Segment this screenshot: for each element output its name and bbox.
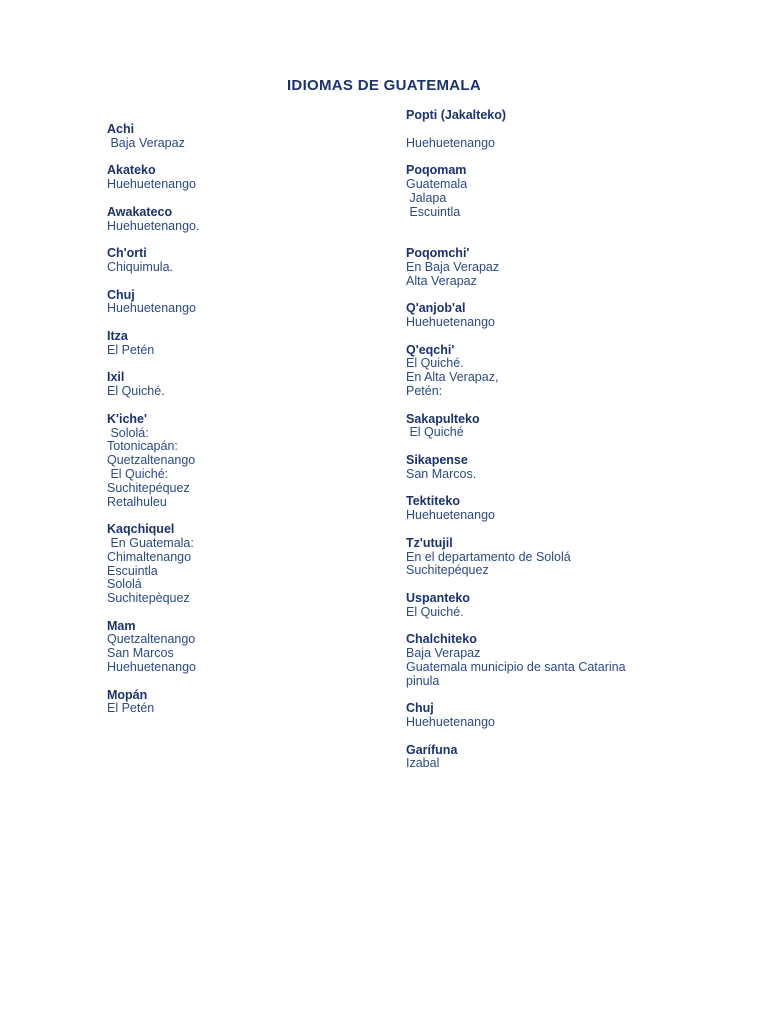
language-entry [107, 620, 367, 675]
language-entry [107, 330, 367, 358]
language-entry [107, 523, 367, 606]
language-entry [107, 689, 367, 717]
language-region: Baja Verapaz [107, 135, 185, 150]
language-region: pinula [406, 673, 440, 688]
language-region: San Marcos. [406, 466, 477, 481]
language-entry [406, 454, 706, 482]
language-region: Suchitepèquez [107, 591, 190, 606]
language-entry [406, 302, 706, 330]
language-name: Chuj [406, 701, 434, 716]
language-region: Totonicapán: [107, 439, 178, 454]
language-region: Huehuetenango. [107, 218, 200, 233]
language-entry [406, 537, 706, 578]
language-entry [406, 633, 706, 688]
language-region: En el departamento de Sololá [406, 549, 571, 564]
language-name: Chuj [107, 287, 135, 302]
language-region: Baja Verapaz [406, 646, 481, 661]
language-region: En Baja Verapaz [406, 259, 500, 274]
language-name: Mopán [107, 687, 148, 702]
language-region: Huehuetenango [406, 135, 495, 150]
language-name: Mam [107, 618, 136, 633]
language-region: Alta Verapaz [406, 273, 477, 288]
language-region: Huehuetenango [107, 301, 196, 316]
language-entry [107, 247, 367, 275]
language-region: En Alta Verapaz, [406, 370, 499, 385]
language-region: Chiquimula. [107, 259, 174, 274]
language-name: Garífuna [406, 742, 458, 757]
language-region: El Quiché: [107, 466, 169, 481]
language-name: Sakapulteko [406, 411, 480, 426]
language-name: Kaqchiquel [107, 522, 175, 537]
language-entry [406, 413, 706, 441]
language-region: Huehuetenango [107, 660, 196, 675]
language-name: Akateko [107, 163, 156, 178]
language-region: Escuintla [406, 204, 461, 219]
language-region: Retalhuleu [107, 494, 167, 509]
language-region: Suchitepéquez [107, 480, 190, 495]
language-name: Ixil [107, 370, 125, 385]
language-region: Quetzaltenango [107, 632, 196, 647]
language-region: San Marcos [107, 646, 174, 661]
left-language-column [107, 123, 367, 730]
language-region: Guatemala [406, 176, 468, 191]
language-region [406, 219, 706, 233]
language-entry [406, 592, 706, 620]
language-name: Chalchiteko [406, 632, 477, 647]
language-region: Escuintla [107, 563, 158, 578]
language-region [406, 123, 706, 137]
language-name: Q'anjob'al [406, 301, 466, 316]
language-entry [406, 164, 706, 233]
language-name: Tektiteko [406, 494, 460, 509]
language-name: Itza [107, 328, 128, 343]
language-name: Uspanteko [406, 590, 470, 605]
language-region: Petén: [406, 383, 443, 398]
language-name: Ch'orti [107, 246, 147, 261]
language-region: Huehuetenango [406, 314, 495, 329]
language-name: Sikapense [406, 452, 468, 467]
language-region: En Guatemala: [107, 535, 194, 550]
language-name: Tz'utujil [406, 535, 453, 550]
language-region: El Quiché. [406, 604, 464, 619]
language-region: El Quiché. [107, 384, 165, 399]
language-entry [107, 371, 367, 399]
language-region: Guatemala municipio de santa Catarina [406, 659, 626, 674]
language-entry [406, 109, 706, 150]
language-entry [406, 344, 706, 399]
language-entry [107, 164, 367, 192]
language-region: Huehuetenango [406, 508, 495, 523]
language-entry [406, 247, 706, 288]
language-region: Izabal [406, 756, 440, 771]
language-entry [406, 744, 706, 772]
language-region: El Quiché. [406, 356, 464, 371]
page-title: IDIOMAS DE GUATEMALA [286, 77, 482, 94]
language-entry [107, 289, 367, 317]
language-name: Q'eqchi' [406, 342, 455, 357]
language-region: Jalapa [406, 190, 447, 205]
language-region: Quetzaltenango [107, 453, 196, 468]
language-name: Popti (Jakalteko) [406, 108, 507, 122]
language-region: Chimaltenango [107, 549, 192, 564]
language-region: El Petén [107, 342, 155, 357]
language-entry [107, 206, 367, 234]
language-region: Suchitepéquez [406, 563, 489, 578]
language-region: El Quiché [406, 425, 464, 440]
language-entry [406, 702, 706, 730]
language-region: Sololá [107, 577, 142, 592]
language-name: Achi [107, 122, 135, 136]
language-name: Poqomchi' [406, 245, 470, 260]
language-name: Poqomam [406, 163, 467, 178]
language-region: Huehuetenango [406, 715, 495, 730]
language-region: Sololá: [107, 425, 149, 440]
language-entry [406, 495, 706, 523]
language-entry [107, 123, 367, 151]
right-language-column [406, 109, 706, 785]
language-entry [107, 413, 367, 510]
language-name: K'iche' [107, 411, 147, 426]
language-region: Huehuetenango [107, 177, 196, 192]
language-name: Awakateco [107, 204, 173, 219]
language-region: El Petén [107, 701, 155, 716]
